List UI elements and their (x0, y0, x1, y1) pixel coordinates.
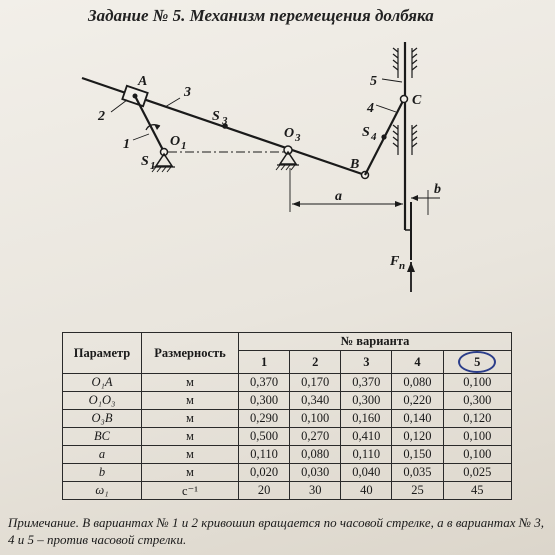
variant-header: 2 (290, 351, 341, 374)
label-S3-subscript: 3 (222, 115, 228, 127)
label-Fn: F (390, 254, 400, 269)
value-cell: 0,300 (443, 392, 512, 410)
label-A: A (138, 74, 148, 89)
dimension-cell: с⁻¹ (142, 482, 239, 500)
value-cell: 0,040 (341, 464, 392, 482)
value-cell: 0,370 (239, 374, 290, 392)
label-1: 1 (123, 137, 130, 152)
label-C: C (412, 93, 422, 108)
label-S4-subscript: 4 (371, 131, 377, 143)
value-cell: 0,035 (392, 464, 443, 482)
label-4: 4 (367, 101, 374, 116)
value-cell: 0,160 (341, 410, 392, 428)
table-row (63, 410, 512, 428)
variant-header: 3 (341, 351, 392, 374)
value-cell: 0,370 (341, 374, 392, 392)
value-cell: 0,080 (290, 446, 341, 464)
label-O1-subscript: 1 (181, 140, 187, 152)
label-Fn-subscript: n (399, 260, 406, 272)
variant-header-selected (443, 351, 512, 374)
table-row (63, 428, 512, 446)
mass-center-S4 (381, 134, 386, 139)
param-cell: O₃B (63, 410, 142, 428)
label-S4: S (362, 125, 370, 140)
dimension-cell: м (142, 446, 239, 464)
label-O3: O (284, 126, 295, 141)
value-cell: 0,110 (239, 446, 290, 464)
label-B: B (350, 157, 360, 172)
value-cell: 0,410 (341, 428, 392, 446)
value-cell: 20 (239, 482, 290, 500)
value-cell: 0,140 (392, 410, 443, 428)
label-3: 3 (184, 85, 191, 100)
label-b: b (434, 182, 441, 197)
label-S3: S (212, 109, 220, 124)
value-cell: 30 (290, 482, 341, 500)
header-parameter: Параметр (63, 333, 142, 374)
header-variant: № варианта (239, 333, 512, 351)
value-cell: 0,340 (290, 392, 341, 410)
table-row (63, 464, 512, 482)
value-cell: 0,300 (239, 392, 290, 410)
footnote: Примечание. В вариантах № 1 и 2 кривошип вращается по часовой стрелке, а в вариантах № 3, 4 и 5 – против часовой стрелки. (8, 515, 545, 547)
label-2: 2 (98, 109, 105, 124)
param-cell: BC (63, 428, 142, 446)
joint-C (401, 96, 408, 103)
value-cell: 0,020 (239, 464, 290, 482)
label-O1: O (170, 134, 181, 149)
param-cell: a (63, 446, 142, 464)
dimension-cell: м (142, 374, 239, 392)
param-cell: O₁A (63, 374, 142, 392)
mechanism-diagram (0, 30, 555, 300)
value-cell: 0,025 (443, 464, 512, 482)
value-cell: 0,270 (290, 428, 341, 446)
label-O3-subscript: 3 (295, 132, 301, 144)
variant-header: 4 (392, 351, 443, 374)
dimension-cell: м (142, 410, 239, 428)
param-cell: O₁O₃ (63, 392, 142, 410)
dimension-cell: м (142, 428, 239, 446)
variant-header: 1 (239, 351, 290, 374)
value-cell: 0,170 (290, 374, 341, 392)
param-cell: ω₁ (63, 482, 142, 500)
label-S1-subscript: 1 (150, 160, 156, 172)
value-cell: 0,120 (392, 428, 443, 446)
label-5: 5 (370, 74, 377, 89)
value-cell: 0,100 (443, 374, 512, 392)
value-cell: 45 (443, 482, 512, 500)
value-cell: 0,110 (341, 446, 392, 464)
value-cell: 25 (392, 482, 443, 500)
value-cell: 0,120 (443, 410, 512, 428)
param-cell: b (63, 464, 142, 482)
dimension-cell: м (142, 464, 239, 482)
value-cell: 0,290 (239, 410, 290, 428)
table-row (63, 374, 512, 392)
value-cell: 0,300 (341, 392, 392, 410)
label-a: a (335, 189, 342, 204)
table-row (63, 392, 512, 410)
page-title: Задание № 5. Механизм перемещения долбяка (88, 6, 434, 25)
header-dimension: Размерность (142, 333, 239, 374)
value-cell: 0,100 (443, 446, 512, 464)
value-cell: 0,080 (392, 374, 443, 392)
value-cell: 0,030 (290, 464, 341, 482)
selected-variant-circle: 5 (458, 351, 496, 373)
table-row (63, 446, 512, 464)
label-S1: S (141, 154, 149, 169)
table-row (63, 482, 512, 500)
parameters-table (62, 332, 512, 500)
value-cell: 0,220 (392, 392, 443, 410)
value-cell: 0,100 (443, 428, 512, 446)
value-cell: 0,150 (392, 446, 443, 464)
dimension-cell: м (142, 392, 239, 410)
value-cell: 40 (341, 482, 392, 500)
value-cell: 0,100 (290, 410, 341, 428)
value-cell: 0,500 (239, 428, 290, 446)
ground-hatch-O3-icon (276, 165, 295, 170)
